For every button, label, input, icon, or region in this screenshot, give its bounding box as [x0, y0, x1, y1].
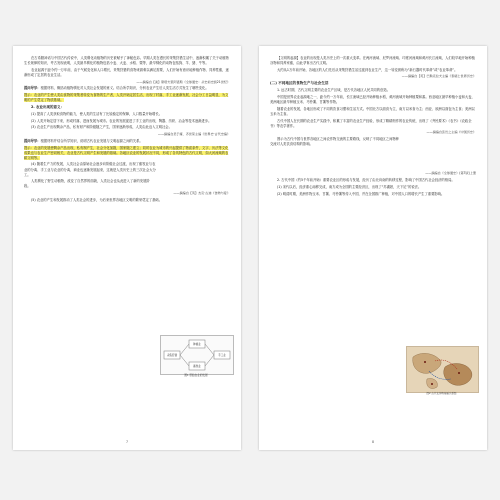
source-citation: ——摘编自【英】杰克·古迪《食物与爱》 — [173, 191, 230, 196]
source-citation: ——摘编自【英】巴勒克拉夫主编《泰晤士世界历史》 — [401, 74, 476, 79]
left-page-content — [24, 56, 230, 205]
historical-map — [406, 346, 479, 393]
tip-label: 提问导学： — [24, 86, 41, 91]
highlighted-answer — [24, 93, 230, 103]
tip-paragraph — [24, 139, 230, 144]
body-paragraph: 2. 古代中国（约5千年前开始）重要农业区的形成与发展，经历了由北向南的转移过程，影响了中国古代社会经济的格局。 — [277, 178, 455, 183]
source-citation: ——摘编自《全球通史》(第7版)上册 — [425, 171, 476, 176]
diagram-label: 采集狩猎 — [166, 354, 178, 358]
tip-text: 根据材料并结合所学知识，说明古代农业发展与文明起源之间的关系。 — [40, 138, 143, 143]
body-paragraph: (4) 随着生产力的发展，人类社会由原始社会逐步向阶级社会过渡，出现了畜牧业与农业的分离、手工业与农业的分离，商业也逐渐发展起来，这就是人类历史上的三次社会大分工。 — [24, 162, 156, 177]
body-paragraph: 1. 远古时期，古代文明主要的农业生产区域，是古代各地区人民共同的创造。 — [277, 88, 390, 93]
source-citation: ——摘编自张岂之主编《中国历史》 — [426, 130, 476, 135]
body-paragraph: 【文明的起源】农业的出现是人类历史上的一次重大变革。在两河流域、尼罗河流域、印度河流域和黄河长江流域，人们较早地开始种植谷物和饲养家畜，由此孕育出古代文明。 — [270, 56, 475, 66]
body-paragraph: 古代中国人在长期的农业生产实践中，积累了丰富的农业生产经验，形成了精耕细作的农业传统，出现了《齐民要术》《农书》《农政全书》等农学著作。 — [270, 118, 472, 128]
body-paragraph: 人类驯化了野生动植物，改变了自然界的面貌，人类社会也从此进入了新的发展阶段。 — [24, 179, 150, 189]
flow-diagram-svg — [161, 336, 233, 374]
body-paragraph: 中国是世界农业起源地之一，距今约一万年前，长江流域已经开始种植水稻，黄河流域开始种植粟和黍。西亚地区最早种植小麦和大麦，美洲地区最早种植玉米、马铃薯、甘薯等作物。 — [270, 95, 475, 105]
page-number: 7 — [125, 440, 129, 444]
source-citation: ——摘编自【美】斯塔夫里阿诺斯《全球通史：从史前史到21世纪》 — [136, 79, 230, 84]
section-title: (二) 不同地区的食物生产与社会生活 — [270, 81, 329, 86]
tip-text: 根据材料，概括动植物驯化对人类社会发展的意义。结合所学知识，分析农业产生后人类生活方式发生了哪些变化。 — [40, 86, 209, 91]
body-paragraph: (1) 提高了人类获取食物的能力，使人类的生活有了比较稳定的保障，人口数量开始增长。 — [31, 112, 162, 117]
diagram-label: 种植业 — [193, 343, 201, 347]
source-citation: ——摘编自吴于廑、齐世荣主编《世界史·古代史编》 — [157, 132, 230, 137]
map-caption: 图2 古代农作物传播示意图 — [426, 392, 457, 395]
diagram-arrow — [205, 355, 214, 366]
highlighted-answer — [24, 146, 230, 161]
body-paragraph: 在古希腊神话与中国古代传说中，人类驯化动植物的历史被赋予了神秘色彩。早期人类在漫长的采集狩猎生活中，逐渐积累了关于动植物生长规律的知识，考古发现表明，人类最早驯化的植物包括小麦、大麦、水稻、粟等，最早驯化的动物包括狗、羊、猪、牛等。 — [24, 56, 229, 66]
body-paragraph: (2) 人类开始定居下来，形成村落，进而发展为城市。农业的发展促进了手工业的出现，陶器、纺织、冶金等技术逐渐进步。 — [31, 118, 212, 123]
body-paragraph: (3) 农业生产出现剩余产品，私有财产和阶级随之产生，国家逐渐形成，人类由此迈入文明社会。 — [31, 125, 172, 130]
map-marker — [424, 361, 426, 363]
page-number: 8 — [371, 440, 375, 444]
tip-label: 提问导学： — [24, 138, 41, 143]
body-paragraph: 农业起源于距今约一万年前，由于气候变化和人口增长，采集狩猎的食物来源难以满足需要，人们开始有意识地种植作物、饲养牲畜，逐渐形成了定居的农业生活。 — [24, 67, 229, 77]
diagram-arrow — [205, 344, 214, 355]
body-paragraph: (1) 宋代以后，经济重心南移完成，南方成为全国的主要经济区，出现了“苏湖熟，天下足”的说法。 — [277, 184, 422, 189]
right-page — [259, 46, 487, 450]
section-heading: 2. 农业出现的意义： — [31, 105, 64, 110]
tip-paragraph — [24, 86, 230, 91]
left-page — [13, 46, 241, 450]
diagram-label: 手工业 — [218, 354, 226, 358]
highlight-text: 提示：农业的产生使人类由食物的采集者转变为食物的生产者，人类开始定居生活，出现了村落，手工业逐渐发展，社会分工日益明显，为文明的产生奠定了物质基础。 — [24, 93, 229, 103]
map-marker — [458, 372, 460, 374]
body-paragraph: 随着农业的发展，各地区形成了不同的饮食习惯和生活方式。中国北方以面食为主，南方以米食为主；西亚、欧洲以面包为主食；美洲以玉米为主食。 — [270, 106, 475, 116]
diagram-label: 畜牧业 — [193, 365, 201, 369]
body-paragraph: 图示为古代中国与世界各地区之间农作物交流的主要路线，反映了不同地区之间物种交流对人类饮食结构的影响。 — [270, 137, 399, 147]
diagram-arrow — [180, 355, 189, 366]
body-paragraph: (5) 农业的产生和发展推动了人类社会的进步，为后来世界各地区文明的繁荣奠定了基础。 — [31, 197, 162, 202]
body-paragraph: 大约从1万年前开始，各地区的人们先后从采集狩猎生活过渡到农业生产，这一转变被称为“新石器时代革命”或“农业革命”。 — [277, 67, 458, 72]
body-paragraph: (2) 明清时期，美洲作物玉米、甘薯、马铃薯等传入中国，并在全国推广种植，对中国人口的增长产生了重要影响。 — [277, 191, 445, 196]
diagram-arrow — [180, 344, 189, 355]
highlight-text: 提示：农业的发展使剩余产品出现，私有制产生，社会分化加剧，国家随之建立；同时农业为城市的兴起提供了物质条件，文字、历法等文化成果也与农业生产密切相关，农业是古代文明产生和发展的基础。各地区农业的发展状况不同，形成了各具特色的古代文明，如大河流域的农耕文明等。 — [24, 145, 229, 160]
figure-caption: 图1 原始农业的发展 — [184, 374, 208, 377]
map-svg — [407, 347, 478, 392]
right-page-content — [270, 56, 476, 198]
flow-diagram — [160, 335, 234, 375]
map-marker — [431, 383, 433, 385]
